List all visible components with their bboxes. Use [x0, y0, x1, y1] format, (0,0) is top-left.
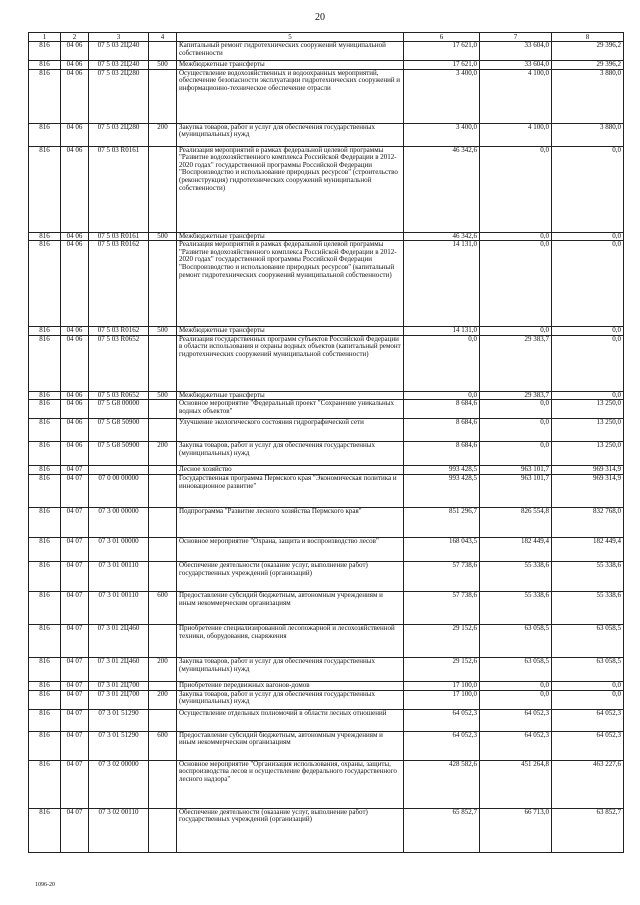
expense-type-cell [149, 241, 177, 327]
section-code-cell: 04 06 [61, 241, 89, 327]
amount-year1-cell: 57 738,6 [404, 591, 480, 624]
description-cell: Капитальный ремонт гидротехнических сооружений муниципальной собственности [177, 42, 404, 61]
table-row [29, 123, 624, 146]
target-article-cell: 07 5 03 2Ц280 [89, 69, 149, 123]
description-cell: Обеспечение деятельности (оказание услуг, выполнение работ) государственных учреждений (организаций) [177, 808, 404, 852]
amount-year1-cell: 17 100,0 [404, 681, 480, 690]
amount-year1-cell: 14 131,0 [404, 241, 480, 327]
table-row [29, 507, 624, 537]
description-cell: Межбюджетные трансферты [177, 61, 404, 70]
description-cell: Межбюджетные трансферты [177, 232, 404, 241]
expense-type-cell: 500 [149, 61, 177, 70]
amount-year1-cell: 168 043,5 [404, 537, 480, 561]
amount-year2-cell: 0,0 [480, 232, 552, 241]
expense-type-cell [149, 466, 177, 475]
section-code-cell: 04 06 [61, 327, 89, 336]
section-code-cell: 04 06 [61, 61, 89, 70]
amount-year2-cell: 182 449,4 [480, 537, 552, 561]
admin-code-cell: 816 [29, 507, 61, 537]
admin-code-cell: 816 [29, 61, 61, 70]
amount-year2-cell: 0,0 [480, 146, 552, 232]
expense-type-cell: 500 [149, 391, 177, 400]
expense-type-cell [149, 400, 177, 419]
table-row [29, 241, 624, 327]
amount-year2-cell: 64 052,3 [480, 731, 552, 760]
amount-year3-cell: 64 052,3 [552, 709, 624, 731]
description-cell: Обеспечение деятельности (оказание услуг, выполнение работ) государственных учреждений (организаций) [177, 561, 404, 591]
section-code-cell: 04 06 [61, 232, 89, 241]
description-cell: Основное мероприятие "Федеральный проект "Сохранение уникальных водных объектов" [177, 400, 404, 419]
expense-type-cell [149, 760, 177, 808]
target-article-cell: 07 3 02 00000 [89, 760, 149, 808]
description-cell: Закупка товаров, работ и услуг для обеспечения государственных (муниципальных) нужд [177, 442, 404, 466]
header-cell: 4 [149, 33, 177, 42]
target-article-cell: 07 5 03 R0162 [89, 327, 149, 336]
admin-code-cell: 816 [29, 42, 61, 61]
table-row [29, 591, 624, 624]
header-cell: 3 [89, 33, 149, 42]
admin-code-cell: 816 [29, 474, 61, 507]
amount-year1-cell: 993 428,5 [404, 474, 480, 507]
target-article-cell: 07 5 G8 00000 [89, 400, 149, 419]
amount-year2-cell: 55 338,6 [480, 561, 552, 591]
amount-year2-cell: 0,0 [480, 690, 552, 709]
expense-type-cell [149, 709, 177, 731]
target-article-cell: 07 3 01 51290 [89, 731, 149, 760]
target-article-cell: 07 5 03 R0162 [89, 241, 149, 327]
admin-code-cell: 816 [29, 327, 61, 336]
amount-year2-cell: 963 101,7 [480, 474, 552, 507]
target-article-cell: 07 3 01 2Ц460 [89, 657, 149, 681]
header-cell: 8 [552, 33, 624, 42]
amount-year3-cell: 64 052,3 [552, 731, 624, 760]
amount-year1-cell: 8 684,6 [404, 400, 480, 419]
table-row [29, 709, 624, 731]
section-code-cell: 04 07 [61, 731, 89, 760]
amount-year2-cell: 33 604,0 [480, 61, 552, 70]
admin-code-cell: 816 [29, 657, 61, 681]
admin-code-cell: 816 [29, 690, 61, 709]
table-row [29, 760, 624, 808]
amount-year1-cell: 46 342,6 [404, 146, 480, 232]
target-article-cell: 07 5 03 R0161 [89, 146, 149, 232]
header-row [29, 33, 624, 42]
admin-code-cell: 816 [29, 709, 61, 731]
header-cell: 2 [61, 33, 89, 42]
section-code-cell: 04 07 [61, 690, 89, 709]
section-code-cell: 04 07 [61, 507, 89, 537]
description-cell: Предоставление субсидий бюджетным, автономным учреждениям и иным некоммерческим организациям [177, 731, 404, 760]
amount-year1-cell: 3 400,0 [404, 69, 480, 123]
expense-type-cell [149, 146, 177, 232]
amount-year2-cell: 0,0 [480, 400, 552, 419]
section-code-cell: 04 07 [61, 681, 89, 690]
amount-year1-cell: 29 152,6 [404, 624, 480, 657]
target-article-cell: 07 5 03 2Ц240 [89, 42, 149, 61]
header-cell: 5 [177, 33, 404, 42]
target-article-cell: 07 3 01 2Ц700 [89, 681, 149, 690]
amount-year3-cell: 969 314,9 [552, 466, 624, 475]
amount-year1-cell: 8 684,6 [404, 419, 480, 442]
admin-code-cell: 816 [29, 400, 61, 419]
target-article-cell: 07 3 02 00110 [89, 808, 149, 852]
amount-year2-cell: 29 383,7 [480, 391, 552, 400]
description-cell: Подпрограмма "Развитие лесного хозяйства Пермского края" [177, 507, 404, 537]
amount-year1-cell: 17 621,0 [404, 42, 480, 61]
section-code-cell: 04 07 [61, 624, 89, 657]
table-row [29, 335, 624, 391]
description-cell: Государственная программа Пермского края "Экономическая политика и инновационное развитие" [177, 474, 404, 507]
admin-code-cell: 816 [29, 537, 61, 561]
expense-type-cell [149, 507, 177, 537]
table-row [29, 391, 624, 400]
section-code-cell: 04 06 [61, 42, 89, 61]
expense-type-cell [149, 42, 177, 61]
amount-year3-cell: 29 396,2 [552, 61, 624, 70]
section-code-cell: 04 06 [61, 123, 89, 146]
amount-year3-cell: 463 227,6 [552, 760, 624, 808]
expense-type-cell [149, 335, 177, 391]
header-cell: 7 [480, 33, 552, 42]
admin-code-cell: 816 [29, 232, 61, 241]
expense-type-cell: 200 [149, 123, 177, 146]
description-cell: Межбюджетные трансферты [177, 391, 404, 400]
description-cell: Осуществление отдельных полномочий в области лесных отношений [177, 709, 404, 731]
admin-code-cell: 816 [29, 466, 61, 475]
table-row [29, 466, 624, 475]
admin-code-cell: 816 [29, 241, 61, 327]
section-code-cell: 04 06 [61, 391, 89, 400]
amount-year2-cell: 963 101,7 [480, 466, 552, 475]
target-article-cell: 07 5 03 R0652 [89, 391, 149, 400]
section-code-cell: 04 07 [61, 561, 89, 591]
admin-code-cell: 816 [29, 808, 61, 852]
amount-year2-cell: 63 058,5 [480, 657, 552, 681]
description-cell: Улучшение экологического состояния гидрографической сети [177, 419, 404, 442]
expense-type-cell: 200 [149, 442, 177, 466]
amount-year1-cell: 0,0 [404, 335, 480, 391]
amount-year3-cell: 0,0 [552, 681, 624, 690]
amount-year3-cell: 969 314,9 [552, 474, 624, 507]
table-row [29, 442, 624, 466]
table-row [29, 624, 624, 657]
table-body [29, 42, 624, 853]
amount-year1-cell: 64 052,3 [404, 709, 480, 731]
amount-year1-cell: 17 100,0 [404, 690, 480, 709]
expense-type-cell [149, 681, 177, 690]
table-row [29, 42, 624, 61]
admin-code-cell: 816 [29, 146, 61, 232]
target-article-cell: 07 5 G8 50900 [89, 419, 149, 442]
target-article-cell: 07 5 03 R0652 [89, 335, 149, 391]
admin-code-cell: 816 [29, 561, 61, 591]
admin-code-cell: 816 [29, 335, 61, 391]
description-cell: Осуществление водохозяйственных и водоохранных мероприятий, обеспечение безопасности эксплуатации гидротехнических сооружений и информационно-техническое обеспечение отрасли [177, 69, 404, 123]
table-row [29, 657, 624, 681]
expense-type-cell [149, 624, 177, 657]
amount-year1-cell: 14 131,0 [404, 327, 480, 336]
amount-year3-cell: 0,0 [552, 241, 624, 327]
table-row [29, 69, 624, 123]
expense-type-cell [149, 537, 177, 561]
target-article-cell: 07 3 01 00110 [89, 591, 149, 624]
amount-year1-cell: 64 052,3 [404, 731, 480, 760]
amount-year3-cell: 0,0 [552, 690, 624, 709]
target-article-cell: 07 5 G8 50900 [89, 442, 149, 466]
section-code-cell: 04 06 [61, 69, 89, 123]
target-article-cell: 07 3 01 51290 [89, 709, 149, 731]
budget-table [28, 32, 624, 853]
admin-code-cell: 816 [29, 760, 61, 808]
amount-year2-cell: 63 058,5 [480, 624, 552, 657]
amount-year1-cell: 3 400,0 [404, 123, 480, 146]
description-cell: Реализация мероприятий в рамках федеральной целевой программы "Развитие водохозяйственного комплекса Российской Федерации в 2012-2020 годах" государственной программы Российской Федерации "Воспроизводство и использование природных ресурсов" (капитальный ремонт гидротехнических сооружений муниципальной собственности) [177, 241, 404, 327]
admin-code-cell: 816 [29, 69, 61, 123]
amount-year2-cell: 55 338,6 [480, 591, 552, 624]
description-cell: Межбюджетные трансферты [177, 327, 404, 336]
target-article-cell: 07 3 01 00000 [89, 537, 149, 561]
amount-year3-cell: 63 852,7 [552, 808, 624, 852]
target-article-cell: 07 0 00 00000 [89, 474, 149, 507]
description-cell: Закупка товаров, работ и услуг для обеспечения государственных (муниципальных) нужд [177, 690, 404, 709]
table-row [29, 400, 624, 419]
footer-code: 1096-20 [35, 882, 55, 888]
section-code-cell: 04 06 [61, 335, 89, 391]
target-article-cell [89, 466, 149, 475]
target-article-cell: 07 3 01 2Ц460 [89, 624, 149, 657]
table-row [29, 731, 624, 760]
amount-year2-cell: 33 604,0 [480, 42, 552, 61]
admin-code-cell: 816 [29, 442, 61, 466]
admin-code-cell: 816 [29, 419, 61, 442]
amount-year2-cell: 0,0 [480, 419, 552, 442]
section-code-cell: 04 07 [61, 466, 89, 475]
expense-type-cell: 600 [149, 731, 177, 760]
admin-code-cell: 816 [29, 123, 61, 146]
expense-type-cell [149, 561, 177, 591]
table-row [29, 327, 624, 336]
target-article-cell: 07 5 03 2Ц280 [89, 123, 149, 146]
table-row [29, 61, 624, 70]
section-code-cell: 04 07 [61, 808, 89, 852]
table-row [29, 808, 624, 852]
amount-year1-cell: 17 621,0 [404, 61, 480, 70]
table-row [29, 474, 624, 507]
amount-year1-cell: 851 296,7 [404, 507, 480, 537]
admin-code-cell: 816 [29, 624, 61, 657]
description-cell: Закупка товаров, работ и услуг для обеспечения государственных (муниципальных) нужд [177, 123, 404, 146]
amount-year1-cell: 29 152,6 [404, 657, 480, 681]
amount-year2-cell: 451 264,8 [480, 760, 552, 808]
amount-year3-cell: 0,0 [552, 146, 624, 232]
amount-year3-cell: 63 058,5 [552, 624, 624, 657]
table-row [29, 419, 624, 442]
admin-code-cell: 816 [29, 591, 61, 624]
section-code-cell: 04 07 [61, 537, 89, 561]
section-code-cell: 04 07 [61, 709, 89, 731]
page-number: 20 [315, 12, 325, 23]
section-code-cell: 04 07 [61, 474, 89, 507]
target-article-cell: 07 5 03 2Ц240 [89, 61, 149, 70]
description-cell: Предоставление субсидий бюджетным, автономным учреждениям и иным некоммерческим организациям [177, 591, 404, 624]
amount-year2-cell: 4 100,0 [480, 69, 552, 123]
target-article-cell: 07 3 01 00110 [89, 561, 149, 591]
admin-code-cell: 816 [29, 391, 61, 400]
amount-year1-cell: 57 738,6 [404, 561, 480, 591]
section-code-cell: 04 06 [61, 400, 89, 419]
amount-year3-cell: 0,0 [552, 232, 624, 241]
amount-year3-cell: 3 880,0 [552, 69, 624, 123]
expense-type-cell [149, 69, 177, 123]
description-cell: Лесное хозяйство [177, 466, 404, 475]
amount-year2-cell: 4 100,0 [480, 123, 552, 146]
amount-year2-cell: 29 383,7 [480, 335, 552, 391]
section-code-cell: 04 07 [61, 657, 89, 681]
amount-year1-cell: 65 852,7 [404, 808, 480, 852]
amount-year1-cell: 8 684,6 [404, 442, 480, 466]
expense-type-cell: 500 [149, 327, 177, 336]
amount-year3-cell: 13 250,0 [552, 400, 624, 419]
amount-year3-cell: 0,0 [552, 391, 624, 400]
amount-year3-cell: 13 250,0 [552, 419, 624, 442]
amount-year1-cell: 428 582,6 [404, 760, 480, 808]
expense-type-cell: 200 [149, 657, 177, 681]
amount-year3-cell: 63 058,5 [552, 657, 624, 681]
admin-code-cell: 816 [29, 681, 61, 690]
table-row [29, 690, 624, 709]
amount-year2-cell: 64 052,3 [480, 709, 552, 731]
header-cell: 1 [29, 33, 61, 42]
section-code-cell: 04 06 [61, 146, 89, 232]
amount-year3-cell: 13 250,0 [552, 442, 624, 466]
amount-year1-cell: 46 342,6 [404, 232, 480, 241]
target-article-cell: 07 3 00 00000 [89, 507, 149, 537]
amount-year2-cell: 826 554,8 [480, 507, 552, 537]
target-article-cell: 07 5 03 R0161 [89, 232, 149, 241]
expense-type-cell [149, 419, 177, 442]
expense-type-cell: 200 [149, 690, 177, 709]
description-cell: Реализация мероприятий в рамках федеральной целевой программы "Развитие водохозяйственного комплекса Российской Федерации в 2012-2020 годах" государственной программы Российской Федерации "Воспроизводство и использование природных ресурсов" (строительство (реконструкция) гидротехнических сооружений муниципальной собственности) [177, 146, 404, 232]
section-code-cell: 04 07 [61, 760, 89, 808]
header-cell: 6 [404, 33, 480, 42]
section-code-cell: 04 07 [61, 591, 89, 624]
table-row [29, 681, 624, 690]
amount-year2-cell: 66 713,0 [480, 808, 552, 852]
amount-year2-cell: 0,0 [480, 241, 552, 327]
description-cell: Закупка товаров, работ и услуг для обеспечения государственных (муниципальных) нужд [177, 657, 404, 681]
amount-year3-cell: 3 880,0 [552, 123, 624, 146]
amount-year3-cell: 55 338,6 [552, 591, 624, 624]
amount-year1-cell: 993 428,5 [404, 466, 480, 475]
table-row [29, 537, 624, 561]
expense-type-cell [149, 808, 177, 852]
amount-year3-cell: 182 449,4 [552, 537, 624, 561]
amount-year3-cell: 0,0 [552, 327, 624, 336]
expense-type-cell [149, 474, 177, 507]
table-row [29, 232, 624, 241]
amount-year2-cell: 0,0 [480, 681, 552, 690]
amount-year3-cell: 832 768,0 [552, 507, 624, 537]
amount-year3-cell: 29 396,2 [552, 42, 624, 61]
description-cell: Приобретение передвижных вагонов-домов [177, 681, 404, 690]
section-code-cell: 04 06 [61, 419, 89, 442]
amount-year3-cell: 0,0 [552, 335, 624, 391]
expense-type-cell: 500 [149, 232, 177, 241]
section-code-cell: 04 06 [61, 442, 89, 466]
expense-type-cell: 600 [149, 591, 177, 624]
description-cell: Основное мероприятие "Охрана, защита и воспроизводство лесов" [177, 537, 404, 561]
amount-year2-cell: 0,0 [480, 442, 552, 466]
description-cell: Реализация государственных программ субъектов Российской Федерации в области использования и охраны водных объектов (капитальный ремонт гидротехнических сооружений муниципальной собственности) [177, 335, 404, 391]
amount-year3-cell: 55 338,6 [552, 561, 624, 591]
target-article-cell: 07 3 01 2Ц700 [89, 690, 149, 709]
admin-code-cell: 816 [29, 731, 61, 760]
amount-year2-cell: 0,0 [480, 327, 552, 336]
amount-year1-cell: 0,0 [404, 391, 480, 400]
table-row [29, 561, 624, 591]
description-cell: Основное мероприятие "Организация использования, охраны, защиты, воспроизводства лесов и осуществление федерального государственного лесного надзора" [177, 760, 404, 808]
description-cell: Приобретение специализированной лесопожарной и лесохозяйственной техники, оборудования, снаряжения [177, 624, 404, 657]
table-row [29, 146, 624, 232]
